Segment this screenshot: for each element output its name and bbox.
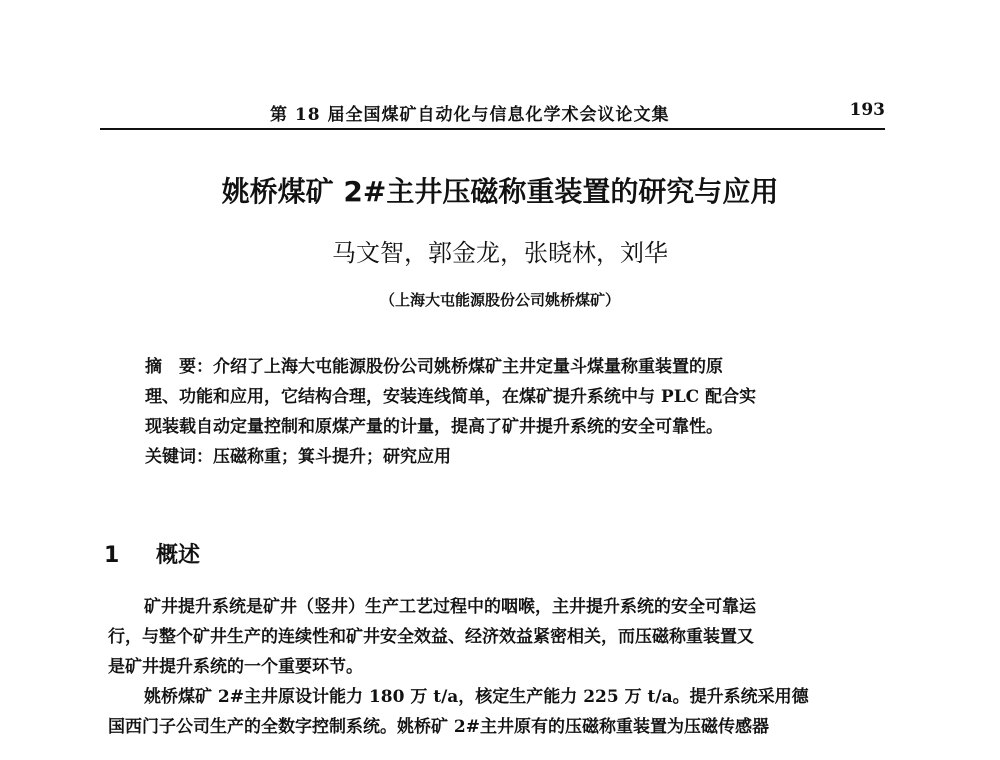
keywords-text: 压磁称重；箕斗提升；研究应用 <box>213 447 451 467</box>
section-heading <box>104 538 200 569</box>
body-line: 国西门子公司生产的全数字控制系统。姚桥矿 2#主井原有的压磁称重装置为压磁传感器 <box>108 717 769 737</box>
abstract-line: 现装载自动定量控制和原煤产量的计量，提高了矿井提升系统的安全可靠性。 <box>145 417 723 437</box>
running-header <box>100 100 885 126</box>
body-line: 行，与整个矿井生产的连续性和矿井安全效益、经济效益紧密相关，而压磁称重装置又 <box>108 627 754 647</box>
section-number: 1 <box>104 543 120 568</box>
body-line: 是矿井提升系统的一个重要环节。 <box>108 657 363 677</box>
header-rule <box>100 128 885 130</box>
abstract-block <box>145 352 865 472</box>
keywords-label: 关键词： <box>145 447 213 467</box>
running-title: 第 18 届全国煤矿自动化与信息化学术会议论文集 <box>270 105 670 125</box>
author-list: 马文智，郭金龙，张晓林，刘华 <box>332 239 668 267</box>
affiliation: （上海大屯能源股份公司姚桥煤矿） <box>379 291 620 309</box>
section-title: 概述 <box>156 543 201 568</box>
abstract-line: 理、功能和应用，它结构合理，安装连线简单，在煤矿提升系统中与 PLC 配合实 <box>145 387 757 407</box>
body-line: 姚桥煤矿 2#主井原设计能力 180 万 t/a，核定生产能力 225 万 t/a。提升系统采用德 <box>144 687 809 707</box>
paper-title: 姚桥煤矿 2#主井压磁称重装置的研究与应用 <box>221 175 779 208</box>
body-line: 矿井提升系统是矿井（竖井）生产工艺过程中的咽喉，主井提升系统的安全可靠运 <box>144 597 756 617</box>
page-number: 193 <box>849 100 885 120</box>
abstract-text: 介绍了上海大屯能源股份公司姚桥煤矿主井定量斗煤量称重装置的原 <box>213 357 723 377</box>
section-body <box>108 592 888 742</box>
abstract-label: 摘 要： <box>145 357 213 377</box>
keywords-line <box>145 442 865 472</box>
abstract-line <box>145 352 865 382</box>
